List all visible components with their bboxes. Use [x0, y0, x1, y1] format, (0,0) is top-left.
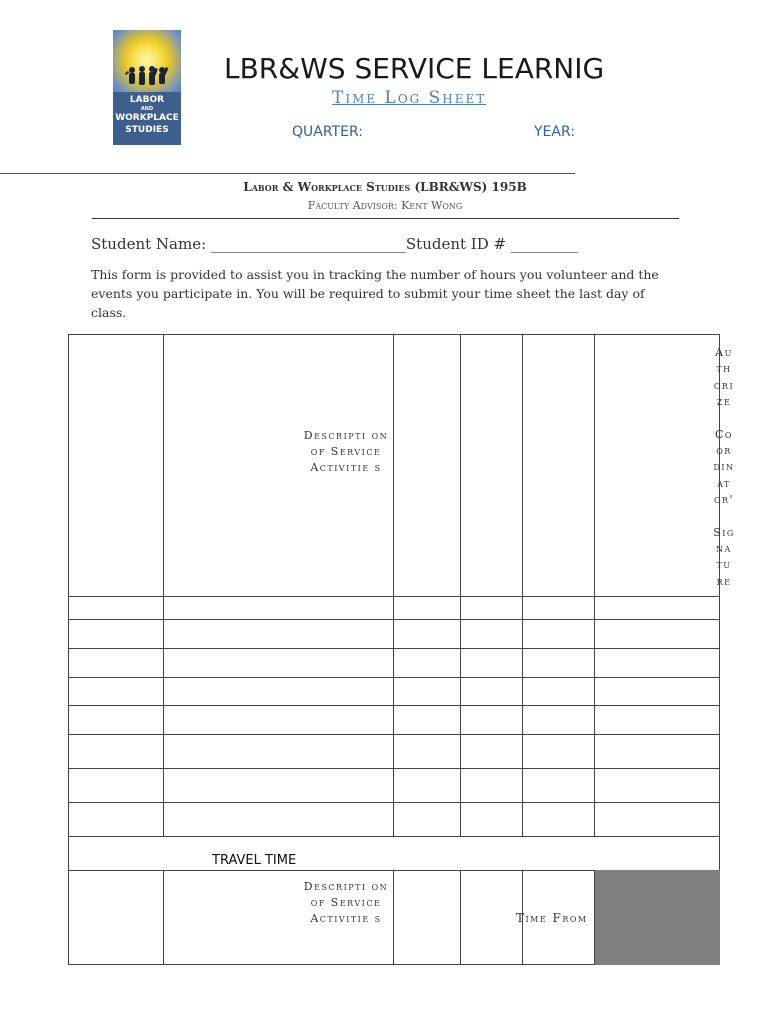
labor-workplace-studies-logo: [113, 30, 181, 145]
table-column-line: [393, 870, 394, 965]
people-silhouette-icon: [125, 66, 169, 90]
auth-header-line: Co: [715, 427, 733, 441]
table-row-line: [68, 768, 720, 769]
auth-header-line: tu: [716, 558, 732, 572]
auth-header-line: ori: [713, 378, 735, 392]
table-row-line: [68, 705, 720, 706]
table-row-line: [68, 648, 720, 649]
logo-text-studies: STUDIES: [125, 125, 169, 135]
table-row-line: [68, 596, 720, 597]
table-row-line: [68, 734, 720, 735]
course-title: Labor & Workplace Studies (LBR&WS) 195B: [243, 180, 527, 194]
travel-time-label: TRAVEL TIME: [212, 853, 297, 868]
table-row-line: [68, 677, 720, 678]
intro-paragraph: This form is provided to assist you in tracking the number of hours you volunteer and the events you participate in. You will be required to submit your time sheet the last day of class.: [91, 267, 659, 320]
auth-header-line: or': [713, 493, 735, 507]
travel-description-header: Descripti on of Service Activitie s: [303, 880, 389, 925]
description-column-header: Descripti on of Service Activitie s: [303, 429, 389, 474]
page-title: LBR&WS SERVICE LEARNIG: [224, 52, 605, 85]
auth-header-line: [706, 411, 742, 427]
table-column-line: [163, 334, 164, 836]
table-column-line: [522, 334, 523, 836]
table-row-line: [68, 836, 720, 837]
auth-header-line: din: [713, 460, 735, 474]
shaded-cell: [595, 870, 720, 965]
logo-text-labor: LABOR: [129, 95, 165, 105]
logo-text-and: AND: [140, 106, 154, 112]
auth-header-line: at: [717, 476, 731, 490]
auth-header-line: or: [716, 444, 732, 458]
auth-header-line: re: [716, 574, 732, 588]
quarter-label: QUARTER:: [292, 124, 363, 140]
auth-header-line: na: [716, 542, 732, 556]
table-column-line: [594, 334, 595, 836]
time-from-header: Time From: [516, 911, 588, 925]
auth-header-line: th: [716, 362, 732, 376]
table-column-line: [393, 334, 394, 836]
table-column-line: [460, 334, 461, 836]
table-row-line: [68, 619, 720, 620]
header-divider: [0, 173, 575, 174]
logo-text-workplace: WORKPLACE: [115, 113, 179, 123]
table-column-line: [460, 870, 461, 965]
course-divider: [92, 218, 679, 219]
page-subtitle: Time Log Sheet: [332, 88, 487, 108]
authorize-signature-header: [706, 345, 742, 590]
table-column-line: [163, 870, 164, 965]
auth-header-line: Sig: [713, 525, 735, 539]
auth-header-line: ze: [716, 395, 732, 409]
table-row-line: [68, 802, 720, 803]
year-label: YEAR:: [534, 124, 575, 140]
auth-header-line: Au: [715, 346, 733, 359]
student-name-id-line: Student Name: __________________________Student ID # _________: [91, 235, 579, 253]
faculty-advisor: Faculty Advisor: Kent Wong: [307, 199, 463, 212]
auth-header-line: [706, 509, 742, 525]
